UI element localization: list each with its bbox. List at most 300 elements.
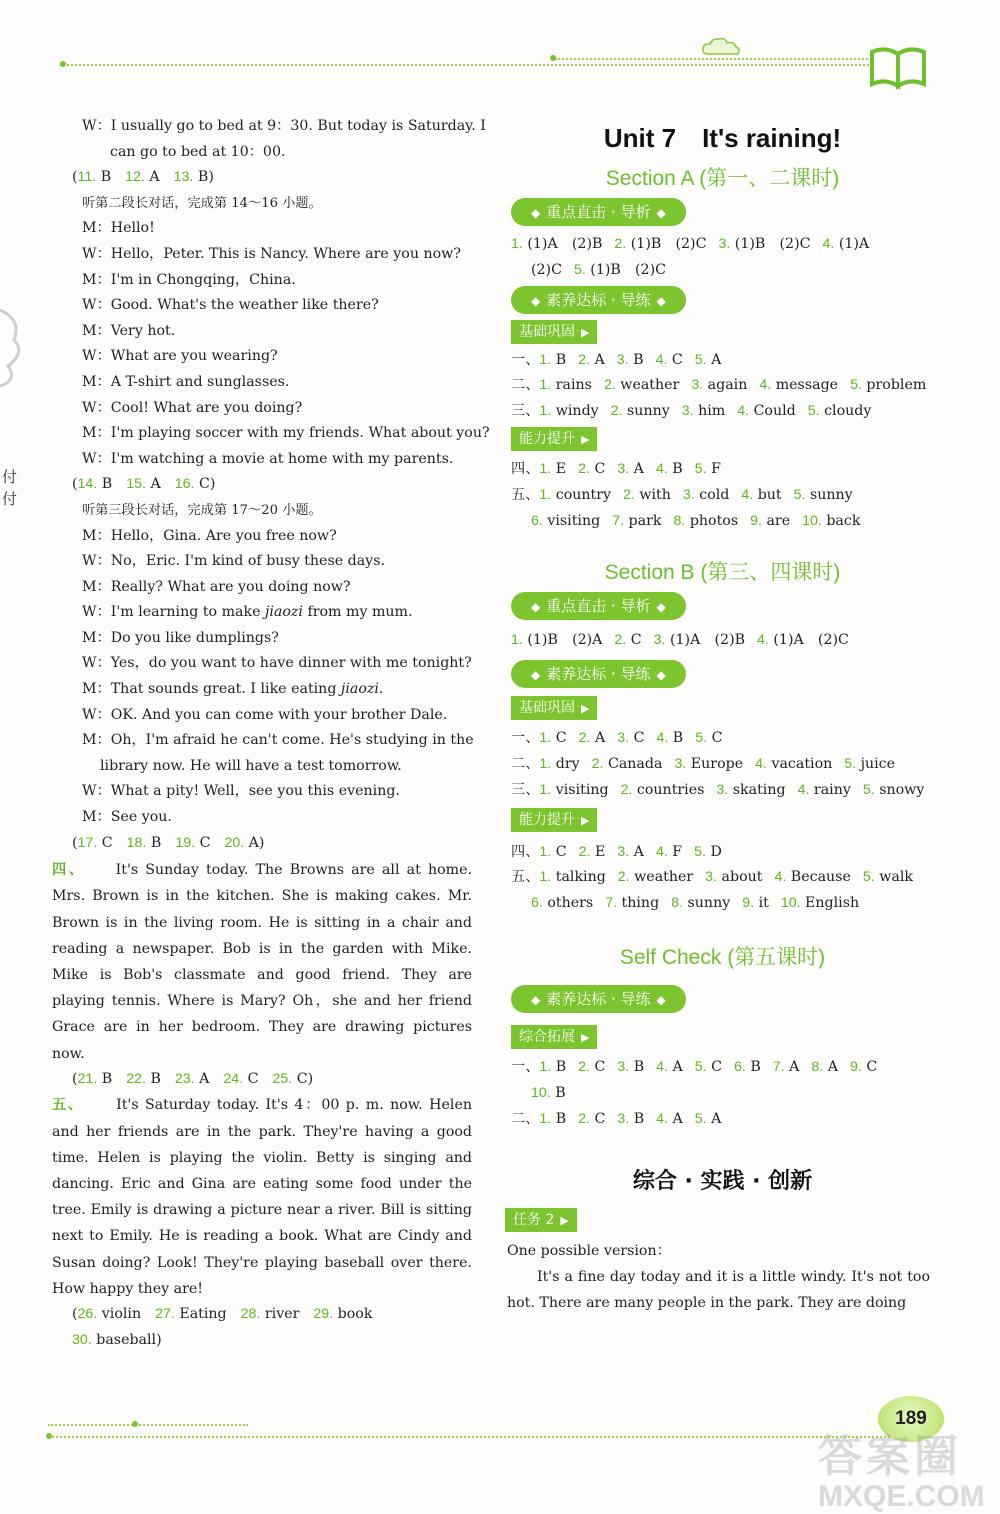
practice-pill: ◆ 素养达标 · 导练 ◆ — [511, 286, 686, 314]
diamond-icon: ◆ — [656, 293, 666, 308]
dialogue-line: M：Oh，I'm afraid he can't come. He's studying in the — [82, 732, 474, 749]
answer-number: 16. — [174, 476, 195, 493]
answer-value: Europe — [686, 755, 744, 772]
ability-tag: 能力提升 ▶ — [511, 808, 597, 832]
answer-number: 10. — [802, 512, 822, 529]
answer-value: B — [668, 730, 684, 747]
answer-value: A — [629, 460, 644, 477]
answer-value: (2)C — [531, 261, 562, 278]
row-prefix: 二、 — [511, 1110, 540, 1127]
section-a-key-answers — [505, 232, 930, 284]
answer-number: 3. — [716, 781, 729, 798]
answer-number: 4. — [656, 1058, 669, 1075]
answer-row — [505, 840, 930, 866]
answer-number: 4. — [759, 377, 772, 394]
instruction-line: 听第二段长对话，完成第 14～16 小题。 — [82, 195, 322, 211]
answer-value: sunny — [622, 403, 670, 420]
dialogue-line: W：Hello，Peter. This is Nancy. Where are you now? — [82, 245, 461, 262]
dialogue-line: M：See you. — [82, 809, 172, 826]
instruction-line: 听第三段长对话，完成第 17～20 小题。 — [82, 502, 322, 518]
left-column — [52, 114, 490, 1353]
dialogue-line: W：I usually go to bed at 9：30. But today is Saturday. I — [82, 118, 486, 134]
answer-number: 2. — [591, 755, 604, 772]
answer-value: B — [551, 1058, 567, 1075]
answer-number: 3. — [691, 377, 704, 394]
answer-line — [52, 1302, 472, 1328]
answer-number: 4. — [655, 351, 668, 368]
answer-number: 1. — [511, 632, 523, 649]
answer-value: C) — [292, 1070, 314, 1087]
answer-row — [505, 752, 930, 778]
answer-row — [505, 232, 930, 258]
play-arrow-icon: ▶ — [581, 813, 590, 827]
answer-value: C — [590, 1058, 606, 1075]
answer-number: 8. — [673, 512, 686, 529]
answer-number: 7. — [772, 1058, 785, 1075]
answer-number: 6. — [531, 512, 543, 529]
right-column — [505, 114, 930, 1316]
answer-value: A — [706, 1110, 722, 1127]
top-dotted-rule-right — [555, 58, 875, 60]
answer-number: 3. — [617, 460, 630, 477]
answer-number: 4. — [655, 843, 668, 860]
answer-value: rainy — [809, 781, 851, 798]
task-tag: 任务 2 ▶ — [505, 1208, 577, 1232]
answer-value: B — [96, 169, 112, 186]
answer-value: are — [761, 512, 791, 529]
answer-number: 4. — [774, 869, 787, 886]
answer-value: C — [97, 834, 113, 851]
answer-value: A — [144, 169, 160, 186]
answer-value: (1)B (2)A — [522, 632, 603, 649]
row-prefix: 一、 — [511, 730, 540, 747]
cloud-icon — [700, 36, 742, 58]
diamond-icon: ◆ — [656, 668, 666, 683]
answer-number: 7. — [605, 895, 618, 912]
answer-number: 3. — [617, 843, 630, 860]
self-check-answers — [505, 1055, 930, 1132]
answer-number: 1. — [539, 403, 552, 420]
dialogue-line: M：Very hot. — [82, 322, 176, 339]
answer-value: cloudy — [819, 403, 872, 420]
answer-value: weather — [629, 869, 694, 886]
answer-value: A — [784, 1058, 800, 1075]
answer-value: weather — [615, 377, 680, 394]
dialogue-line: W：What a pity! Well，see you this evening. — [82, 783, 400, 800]
answer-number: 7. — [612, 512, 625, 529]
answer-number: 4. — [797, 781, 810, 798]
answer-value: (1)A — [834, 236, 870, 252]
answer-value: B — [97, 1070, 113, 1087]
answer-value: E — [590, 843, 606, 860]
answer-number: 1. — [539, 781, 552, 798]
answer-value: B — [551, 1110, 567, 1127]
rule-dot — [46, 1433, 52, 1439]
answer-value: B — [745, 1058, 761, 1075]
row-prefix: 四、 — [511, 843, 540, 860]
answer-number: 4. — [656, 1110, 669, 1127]
answer-value: back — [821, 512, 861, 529]
answer-number: 27. — [155, 1306, 175, 1323]
answer-value: (1)B (2)C — [585, 261, 666, 278]
play-arrow-icon: ▶ — [560, 1214, 569, 1228]
answer-value: cold — [694, 486, 730, 503]
answer-value: B — [551, 351, 567, 368]
answer-value: visiting — [542, 512, 601, 529]
answer-value: F — [706, 460, 721, 477]
answer-value: it — [754, 895, 769, 912]
answer-value: B — [550, 1084, 566, 1101]
answer-number: 4. — [737, 403, 750, 420]
answer-value: B — [628, 351, 644, 368]
answer-number: 5. — [844, 755, 857, 772]
watermark: 答案圈 MXQE.COM — [818, 1432, 985, 1513]
answer-number: 1. — [539, 730, 552, 747]
answer-value: B — [629, 1058, 645, 1075]
answer-number: 11. — [77, 169, 97, 186]
answer-number: 29. — [313, 1306, 334, 1323]
answer-value: A — [194, 1070, 210, 1087]
answer-value: baseball) — [91, 1331, 162, 1348]
answer-value: river — [260, 1306, 300, 1323]
passage-4 — [52, 857, 472, 1067]
section-b-key-answers — [505, 628, 930, 654]
basic-tag: 基础巩固 ▶ — [511, 320, 597, 344]
answer-value: A — [629, 843, 644, 860]
answer-value: again — [703, 377, 748, 394]
answer-row — [505, 457, 930, 483]
answer-value: problem — [861, 377, 927, 394]
answer-value: B — [146, 834, 162, 851]
paren: ( — [72, 834, 78, 851]
answer-number: 8. — [671, 895, 683, 912]
answer-number: 5. — [695, 730, 708, 747]
answer-value: C — [551, 843, 567, 860]
dialogue-1-lines — [52, 114, 486, 165]
practice-pill: ◆ 素养达标 · 导练 ◆ — [511, 660, 686, 688]
answer-row — [505, 891, 930, 917]
key-points-pill: ◆ 重点直击 · 导析 ◆ — [511, 592, 686, 620]
answer-number: 3. — [653, 632, 666, 649]
answer-number: 5. — [694, 1110, 707, 1127]
dialogue-line: can go to bed at 10：00. — [110, 143, 286, 160]
answer-number: 4. — [655, 460, 668, 477]
answer-value: sunny — [805, 486, 853, 503]
answer-number: 2. — [578, 1058, 591, 1075]
section-a-ability-answers — [505, 457, 930, 534]
answer-number: 2. — [578, 730, 591, 747]
dialogue-line: W：No，Eric. I'm kind of busy these days. — [82, 553, 385, 570]
possible-version-label: One possible version： — [507, 1243, 671, 1260]
answer-line — [52, 472, 472, 498]
answer-line — [52, 1067, 472, 1093]
answer-value: park — [624, 512, 662, 529]
diamond-icon: ◆ — [656, 600, 666, 615]
answer-value: A — [590, 730, 606, 747]
ability-tag: 能力提升 ▶ — [511, 427, 597, 451]
row-prefix: 一、 — [511, 1058, 540, 1075]
diamond-icon: ◆ — [531, 206, 541, 220]
rule-dot — [132, 1421, 138, 1427]
section-b-ability-answers — [505, 840, 930, 917]
play-arrow-icon: ▶ — [581, 1030, 590, 1044]
answer-value: book — [333, 1306, 373, 1323]
answer-value: (1)B (2)C — [626, 236, 707, 252]
answer-number: 2. — [617, 869, 630, 886]
answer-value: C — [551, 730, 567, 747]
answer-number: 4. — [741, 486, 754, 503]
rule-dot — [60, 61, 66, 67]
answer-number: 2. — [578, 460, 590, 477]
answer-number: 9. — [742, 895, 755, 912]
answer-value: C — [589, 460, 606, 477]
dialogue-line: M：A T-shirt and sunglasses. — [82, 373, 290, 390]
answer-value: countries — [632, 781, 705, 798]
answer-value: windy — [551, 403, 599, 420]
answer-value: message — [771, 377, 839, 394]
answer-value: (1)A (2)B — [665, 632, 746, 649]
answer-value: (1)A (2)B — [522, 236, 603, 252]
answer-value: C — [707, 730, 723, 747]
answer-number: 3. — [718, 236, 731, 252]
answer-value: C — [861, 1058, 878, 1075]
open-book-icon — [868, 42, 928, 90]
answer-number: 1. — [539, 460, 552, 477]
answer-number: 25. — [272, 1070, 293, 1087]
answer-number: 3. — [617, 1058, 630, 1075]
passage-5 — [52, 1092, 472, 1302]
paren: ( — [72, 1070, 78, 1087]
answer-value: snowy — [874, 781, 925, 798]
answer-number: 5. — [793, 486, 806, 503]
side-char: 付 — [2, 468, 18, 486]
row-prefix: 一、 — [511, 351, 540, 368]
answer-number: 3. — [681, 403, 694, 420]
answer-number: 5. — [694, 1058, 707, 1075]
dialogue-line: M：I'm playing soccer with my friends. What about you? — [82, 425, 490, 442]
answer-number: 2. — [620, 781, 633, 798]
answer-number: 4. — [822, 236, 835, 252]
dialogue-line: W：Yes，do you want to have dinner with me tonight? — [82, 655, 472, 672]
dialogue-line: library now. He will have a test tomorrow. — [100, 757, 402, 774]
section-b-title: Section B (第三、四课时) — [604, 561, 841, 585]
passage-label: 五、 — [52, 1097, 85, 1114]
answer-number: 13. — [173, 169, 194, 186]
answer-value: (1)B (2)C — [730, 236, 811, 252]
answer-number: 23. — [174, 1070, 195, 1087]
section-b-basic-answers — [505, 726, 930, 803]
comprehensive-tag: 综合拓展 ▶ — [511, 1025, 597, 1049]
dialogue-3-lines — [52, 524, 472, 831]
answer-value: thing — [617, 895, 660, 912]
answer-number: 2. — [610, 403, 623, 420]
answer-number: 1. — [539, 755, 552, 772]
passage-text: It's Saturday today. It's 4：00 p. m. now. Helen and her friends are in the park. They're having a good time. Helen is playing the violin. Betty is singing and dancing. Eric and Gina are eating some food under the tree. Emily is drawing a picture near a river. Bill is sitting next to Emily. He is reading a book. What are Cindy and Susan doing? Look! They're playing baseball over there. How happy they are! — [52, 1097, 472, 1297]
answer-number: 18. — [126, 834, 147, 851]
dialogue-line: W：Good. What's the weather like there? — [82, 297, 379, 314]
section-a-basic-answers — [505, 348, 930, 425]
answer-value: others — [542, 895, 594, 912]
answer-value: dry — [551, 755, 580, 772]
answer-number: 4. — [656, 730, 669, 747]
dialogue-line: W：I'm watching a movie at home with my parents. — [82, 450, 454, 467]
answer-number: 8. — [811, 1058, 824, 1075]
answer-line — [52, 165, 472, 191]
dialogue-line: M：That sounds great. I like eating jiaozi. — [82, 681, 384, 698]
diamond-icon: ◆ — [656, 206, 666, 220]
answer-row — [505, 373, 930, 399]
answer-number: 1. — [539, 843, 552, 860]
answer-number: 4. — [755, 755, 767, 772]
diamond-icon: ◆ — [531, 600, 541, 615]
answer-number: 15. — [126, 476, 146, 493]
answer-value: C — [243, 1070, 259, 1087]
passage-text: It's Sunday today. The Browns are all at home. Mrs. Brown is in the kitchen. She is making cakes. Mr. Brown is in the living room. He is sitting in a chair and reading a newspaper. Bob is in the garden with Mike. Mike is Bob's classmate and good friend. They are playing tennis. Where is Mary? Oh，she and her friend Grace are in her bedroom. They are drawing pictures now. — [52, 862, 472, 1062]
answer-value: sunny — [683, 895, 731, 912]
answer-row — [505, 1055, 930, 1081]
answer-number: 9. — [850, 1058, 862, 1075]
diamond-icon: ◆ — [531, 668, 541, 683]
basic-tag: 基础巩固 ▶ — [511, 696, 597, 720]
answer-value: about — [717, 869, 763, 886]
answer-number: 1. — [511, 236, 523, 252]
answer-number: 3. — [616, 351, 629, 368]
answer-row — [505, 483, 930, 509]
answer-value: skating — [728, 781, 786, 798]
answer-number: 5. — [694, 460, 707, 477]
dialogue-line: W：What are you wearing? — [82, 348, 278, 365]
dialogue-line: M：I'm in Chongqing，China. — [82, 271, 296, 288]
answer-row — [505, 399, 930, 425]
dialogue-line: M：Do you like dumplings? — [82, 629, 279, 646]
answer-number: 21. — [77, 1070, 98, 1087]
answer-row — [505, 1107, 930, 1133]
answer-value: A — [668, 1058, 683, 1075]
row-prefix: 二、 — [511, 755, 540, 772]
answer-value: with — [634, 486, 671, 503]
answer-number: 3. — [682, 486, 695, 503]
paren: ( — [72, 1306, 78, 1323]
answer-value: A — [668, 1110, 683, 1127]
bottom-dotted-rule — [48, 1424, 248, 1426]
answer-row — [505, 1081, 930, 1107]
answer-value: but — [753, 486, 782, 503]
dialogue-line: M：Really? What are you doing now? — [82, 578, 351, 595]
section-a-title: Section A (第一、二课时) — [605, 167, 840, 190]
answer-value: C — [590, 1110, 606, 1127]
row-prefix: 五、 — [511, 486, 540, 503]
answer-value: C — [706, 1058, 722, 1075]
dialogue-line: M：Hello! — [82, 220, 155, 237]
answer-value: him — [693, 403, 726, 420]
answer-value: English — [800, 895, 860, 912]
answer-number: 2. — [603, 377, 616, 394]
row-prefix: 五、 — [511, 869, 540, 886]
answer-number: 2. — [614, 632, 627, 649]
play-arrow-icon: ▶ — [581, 325, 590, 339]
answer-row — [505, 726, 930, 752]
diamond-icon: ◆ — [531, 293, 541, 308]
row-prefix: 三、 — [511, 781, 540, 798]
diamond-icon: ◆ — [656, 992, 666, 1007]
answer-number: 28. — [240, 1306, 261, 1323]
row-prefix: 三、 — [511, 403, 540, 420]
answer-value: visiting — [551, 781, 609, 798]
flower-decoration-icon — [0, 300, 26, 390]
answer-number: 5. — [573, 261, 586, 278]
answer-number: 10. — [531, 1084, 551, 1101]
answer-number: 26. — [77, 1306, 98, 1323]
answer-number: 1. — [539, 869, 552, 886]
answer-number: 3. — [674, 755, 687, 772]
answer-value: vacation — [766, 755, 833, 772]
play-arrow-icon: ▶ — [581, 432, 590, 446]
answer-value: country — [551, 486, 612, 503]
answer-value: B — [145, 1070, 161, 1087]
top-dotted-rule — [60, 64, 880, 66]
answer-number: 1. — [539, 1058, 552, 1075]
answer-value: C — [195, 834, 211, 851]
answer-value: A — [145, 476, 161, 493]
answer-number: 1. — [539, 351, 552, 368]
answer-number: 19. — [175, 834, 196, 851]
answer-number: 2. — [614, 236, 627, 252]
dialogue-line: W：Cool! What are you doing? — [82, 399, 303, 416]
answer-value: juice — [856, 755, 896, 772]
answer-value: (1)A (2)C — [768, 632, 849, 649]
answer-value: A — [590, 351, 605, 368]
answer-value: B — [97, 476, 113, 493]
row-prefix: 四、 — [511, 460, 540, 477]
answer-value: Could — [749, 403, 796, 420]
practice-innovation-title: 综合 · 实践 · 创新 — [632, 1169, 813, 1195]
answer-value: B — [667, 460, 683, 477]
answer-value: C) — [194, 476, 216, 493]
answer-number: 17. — [77, 834, 98, 851]
answer-row — [505, 509, 930, 535]
answer-number: 22. — [126, 1070, 146, 1087]
answer-value: violin — [97, 1306, 142, 1323]
answer-number: 1. — [539, 377, 552, 394]
answer-number: 10. — [780, 895, 801, 912]
answer-value: E — [551, 460, 567, 477]
answer-number: 3. — [617, 730, 630, 747]
answer-value: B) — [193, 169, 214, 186]
paren: ( — [72, 169, 78, 186]
paren: ( — [72, 476, 78, 493]
play-arrow-icon: ▶ — [581, 702, 590, 716]
answer-number: 12. — [125, 169, 145, 186]
dialogue-line: W：I'm learning to make jiaozi from my mum. — [82, 604, 413, 621]
answer-number: 6. — [531, 895, 543, 912]
answer-value: walk — [874, 869, 913, 886]
answer-value: A — [823, 1058, 838, 1075]
dialogue-2-lines — [52, 216, 490, 472]
row-prefix: 二、 — [511, 377, 540, 394]
answer-number: 2. — [578, 843, 591, 860]
answer-number: 4. — [757, 632, 769, 649]
answer-number: 20. — [224, 834, 245, 851]
answer-number: 3. — [617, 1110, 630, 1127]
answer-number: 5. — [862, 781, 875, 798]
answer-value: rains — [551, 377, 592, 394]
dialogue-line: W：OK. And you can come with your brother Dale. — [82, 706, 448, 723]
essay-text: It's a fine day today and it is a little windy. It's not too hot. There are many people in the park. They are doing — [507, 1269, 930, 1312]
page-number: 189 — [878, 1396, 944, 1442]
answer-row — [505, 778, 930, 804]
answer-value: Canada — [603, 755, 663, 772]
passage-label: 四、 — [52, 862, 86, 879]
